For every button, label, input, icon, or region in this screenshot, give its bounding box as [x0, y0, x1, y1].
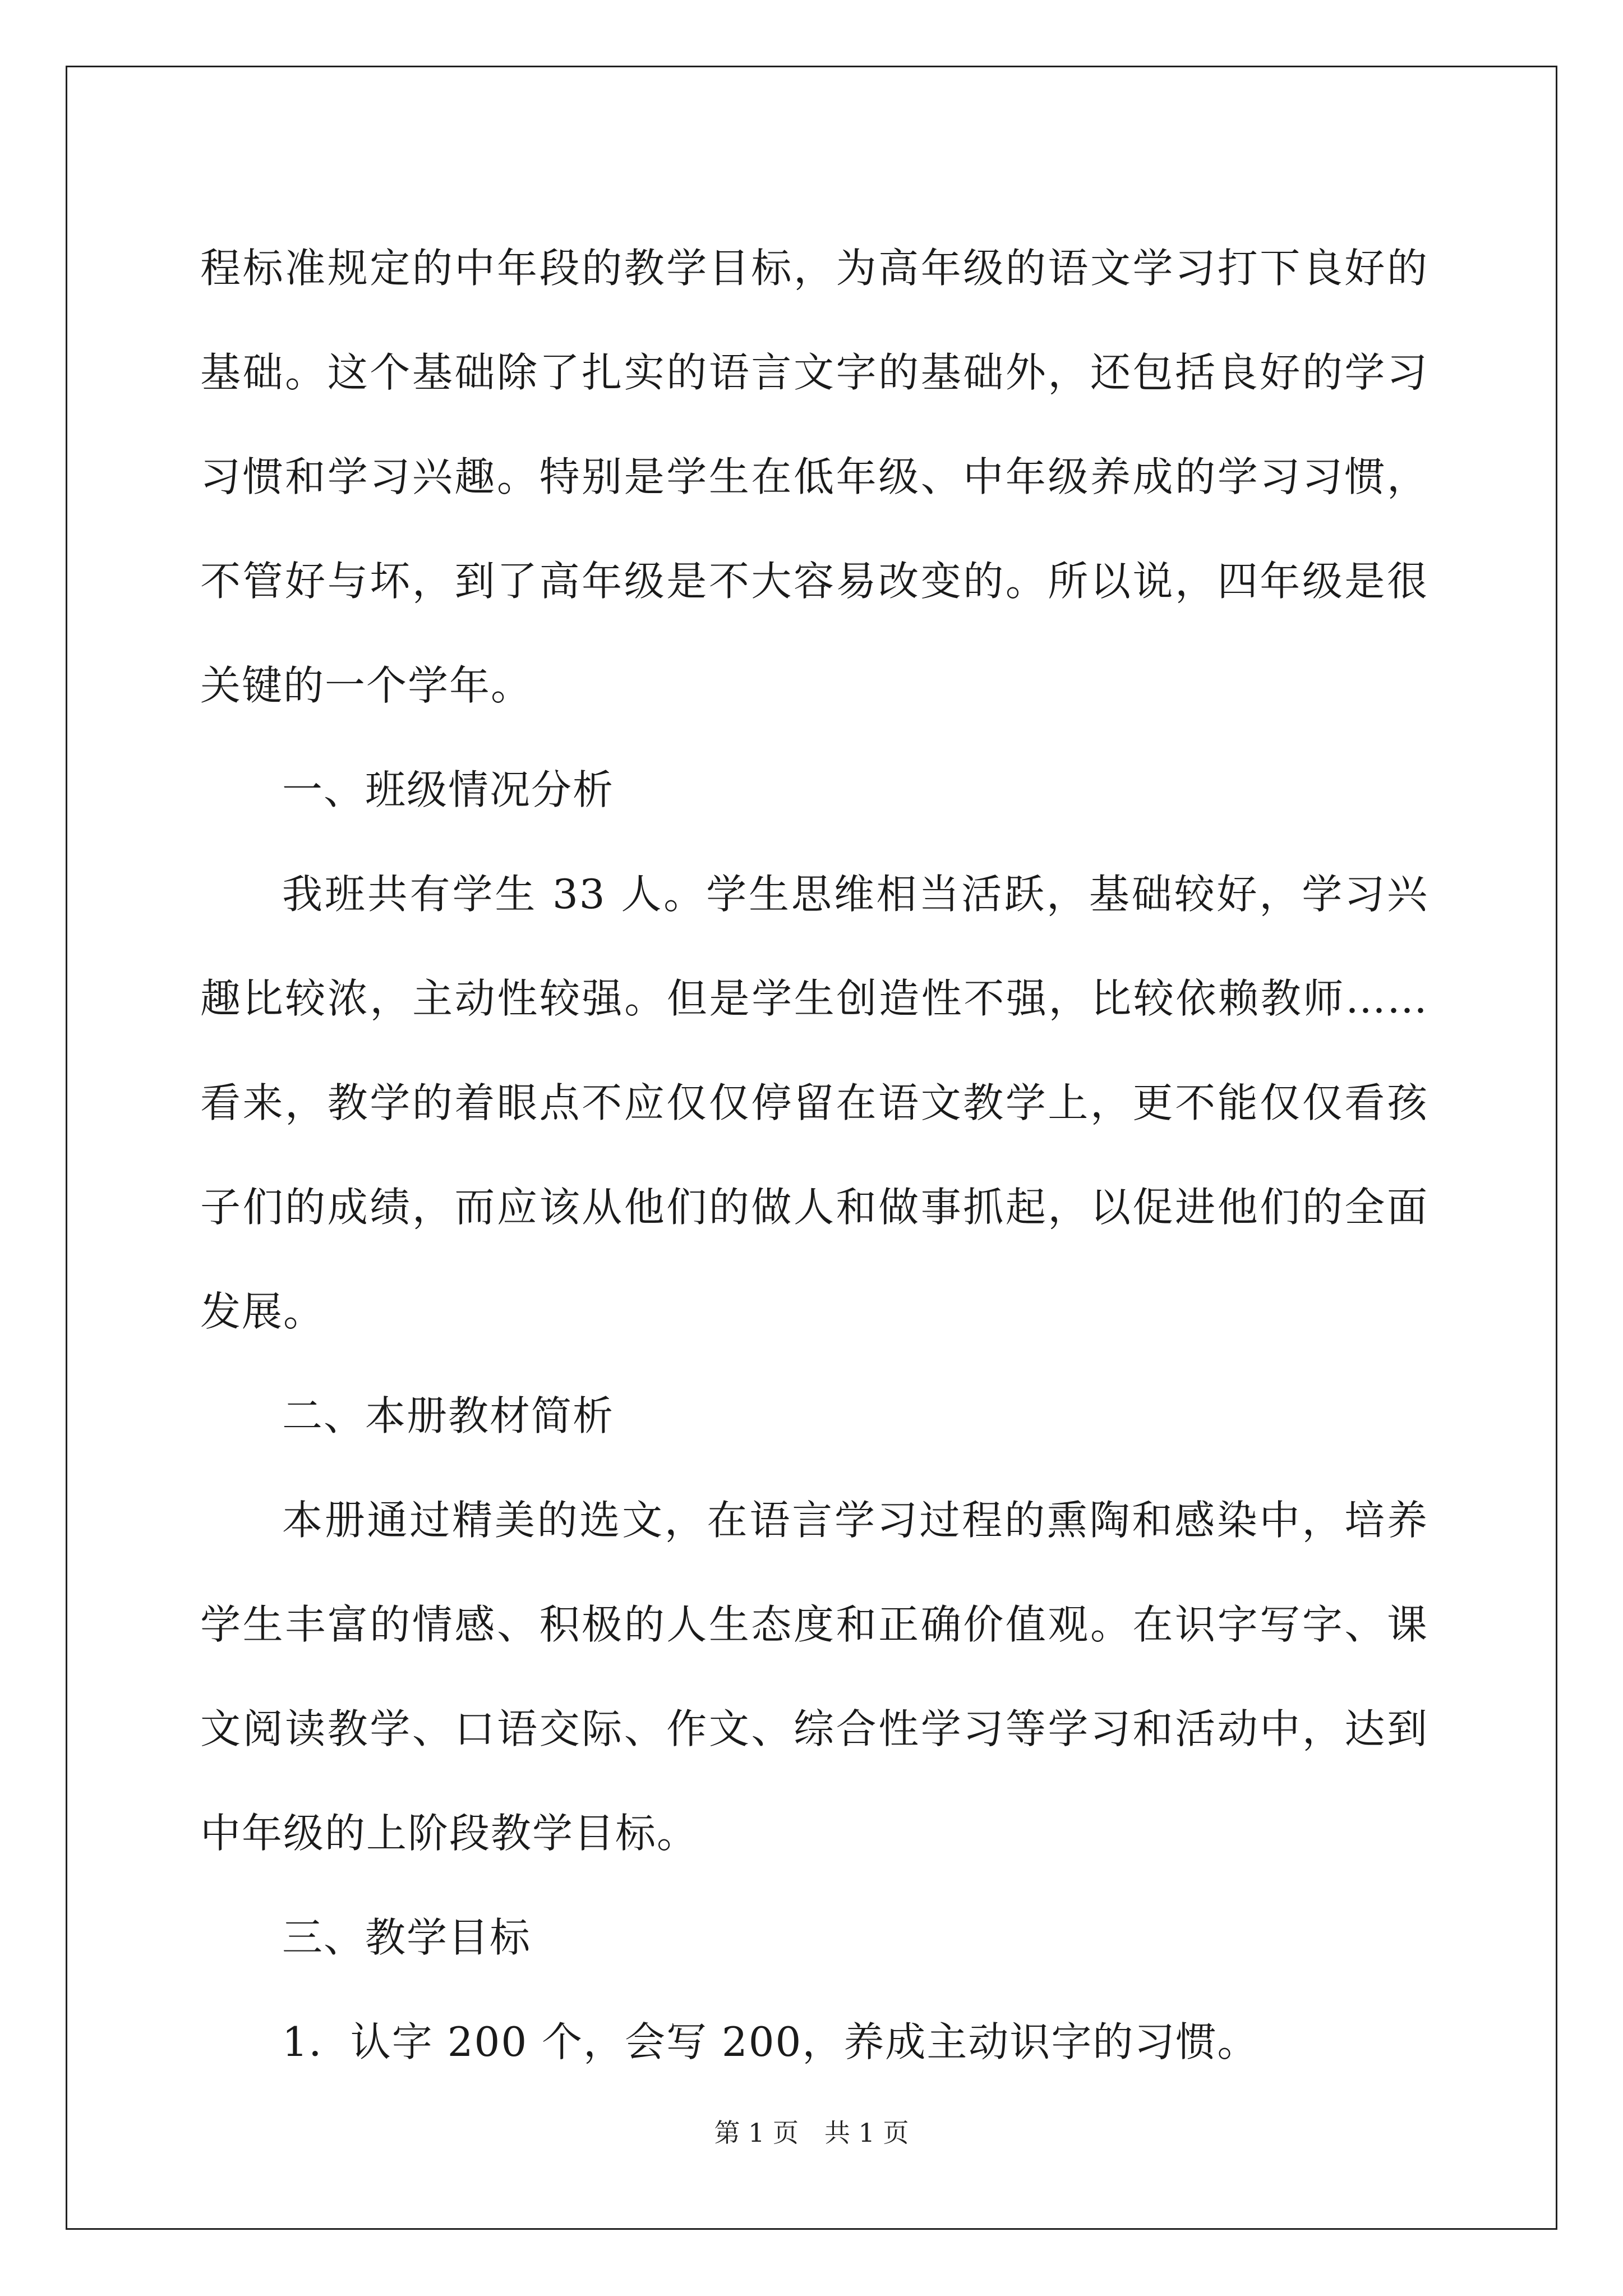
paragraph-class-analysis: 我班共有学生 33 人。学生思维相当活跃，基础较好，学习兴趣比较浓，主动性较强。但是学生创造性不强，比较依赖教师……看来，教学的着眼点不应仅仅停留在语文教学上，更不能仅仅看孩子们的成绩，而应该从他们的做人和做事抓起，以促进他们的全面发展。 [200, 871, 1428, 1335]
list-item-goal-1: 1．认字 200 个，会写 200，养成主动识字的习惯。 [282, 2018, 1259, 2065]
paragraph-textbook-analysis: 本册通过精美的选文，在语言学习过程的熏陶和感染中，培养学生丰富的情感、积极的人生态度和正确价值观。在识字写字、课文阅读教学、口语交际、作文、综合性学习等学习和活动中，达到中年级的上阶段教学目标。 [200, 1497, 1428, 1857]
document-body [200, 216, 1428, 2094]
heading-class-analysis: 一、班级情况分析 [282, 766, 615, 813]
heading-textbook-analysis: 二、本册教材简析 [282, 1392, 615, 1439]
page-number-footer: 第 1 页 共 1 页 [714, 2118, 909, 2148]
heading-teaching-goals: 三、教学目标 [282, 1914, 532, 1961]
paragraph-intro-continued: 程标准规定的中年段的教学目标，为高年级的语文学习打下良好的基础。这个基础除了扎实的语言文字的基础外，还包括良好的学习习惯和学习兴趣。特别是学生在低年级、中年级养成的学习习惯，不管好与坏，到了高年级是不大容易改变的。所以说，四年级是很关键的一个学年。 [200, 245, 1428, 709]
